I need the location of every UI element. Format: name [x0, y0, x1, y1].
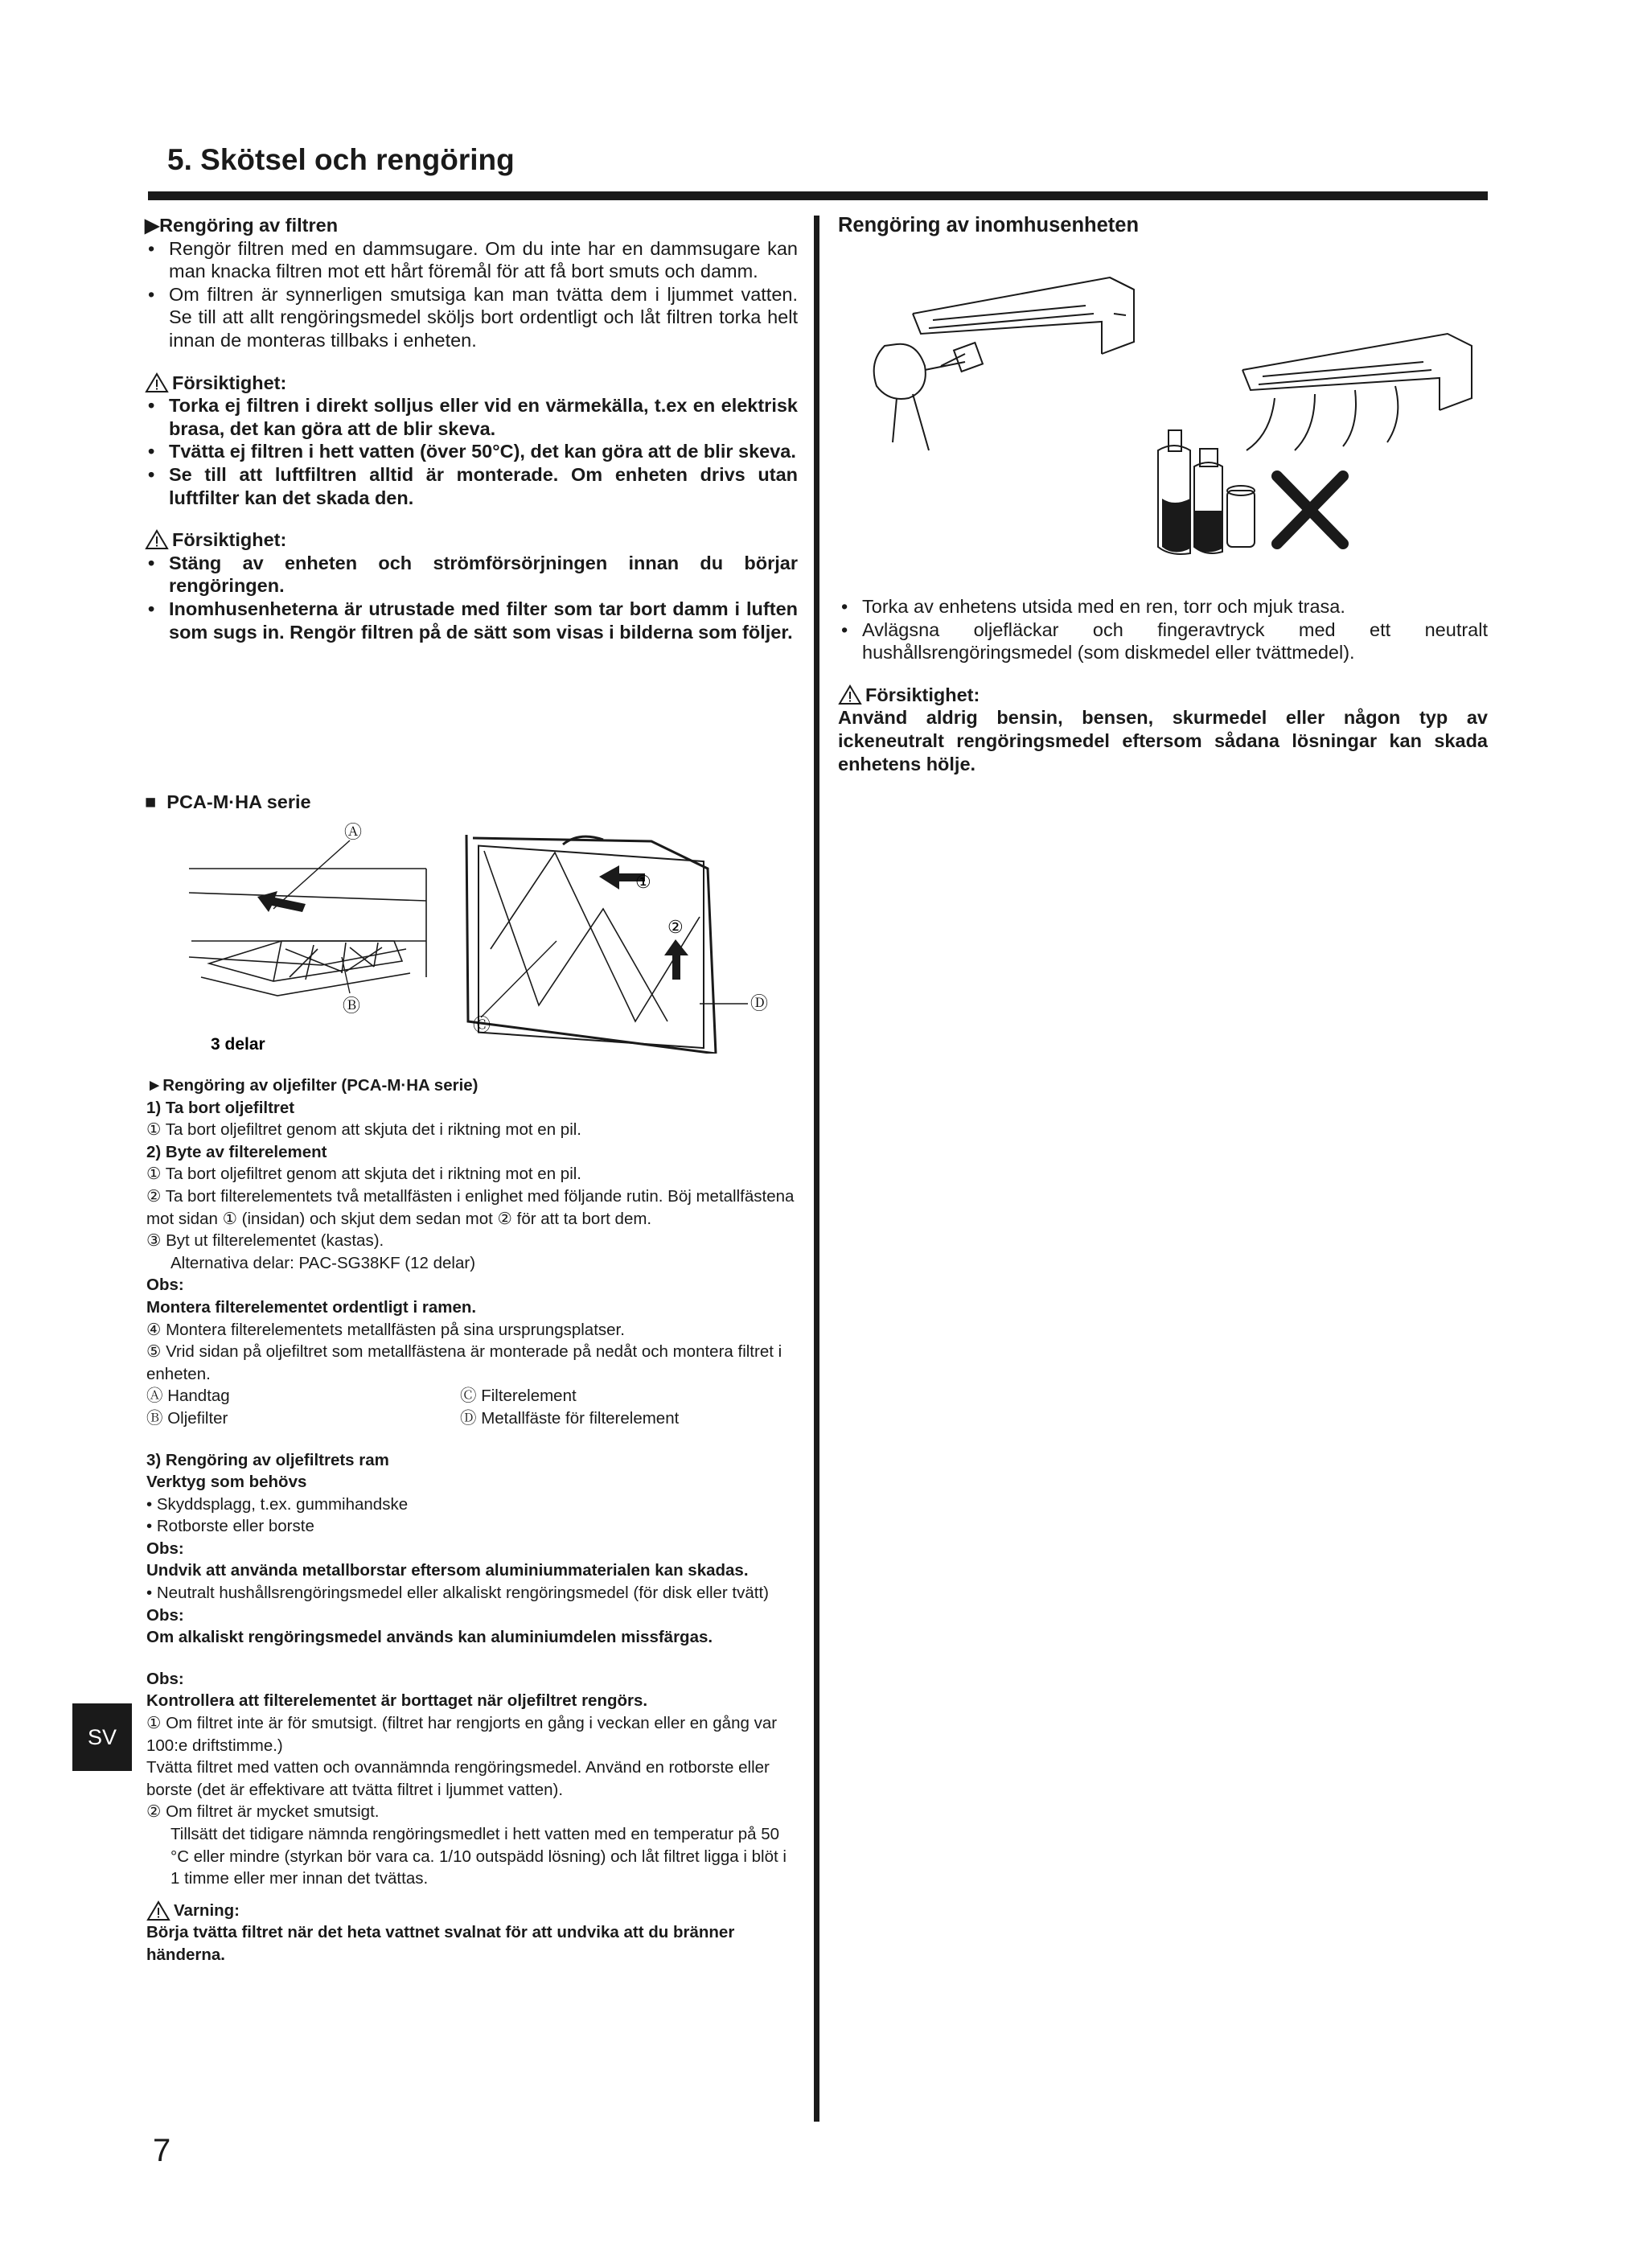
oil-filter-figure: [185, 820, 780, 1054]
list-item: • Inomhusenheterna är utrustade med filter som tar bort damm i luften som sugs in. Rengör filtren på de sätt som visas i bilderna som följer.: [145, 598, 798, 643]
label-a: Ⓐ: [344, 822, 363, 842]
warning-triangle-icon: [145, 372, 169, 393]
language-tab: SV: [72, 1703, 132, 1771]
list-item: • Rotborste eller borste: [146, 1517, 314, 1536]
list-item: • Avlägsna oljefläckar och fingeravtryck med ett neutralt hushållsrengöringsmedel (som diskmedel eller tvättmedel).: [838, 618, 1488, 664]
arrow-up-icon: [664, 939, 688, 980]
step-heading: 3) Rengöring av oljefiltrets ram: [146, 1450, 389, 1469]
obs-text: Montera filterelementet ordentligt i ramen.: [146, 1297, 477, 1317]
title-rule: [148, 191, 1488, 200]
legend-item: Ⓑ Oljefilter: [146, 1408, 228, 1428]
warning-heading: Varning:: [146, 1900, 798, 1922]
caution-text: Använd aldrig bensin, bensen, skurmedel eller någon typ av ickeneutralt rengöringsmedel eftersom sådana lösningar kan skada enhetens hölje.: [838, 707, 1488, 774]
caution-list: [145, 394, 798, 509]
step-text: ① Ta bort oljefiltret genom att skjuta det i riktning mot en pil.: [146, 1165, 582, 1184]
column-divider: [814, 216, 819, 2122]
warning-triangle-icon: [838, 684, 862, 705]
label-1: ①: [635, 872, 651, 892]
caution-list: [145, 552, 798, 643]
obs-label: Obs:: [146, 1605, 184, 1625]
case-text: ② Om filtret är mycket smutsigt.: [146, 1802, 380, 1822]
step-text: ④ Montera filterelementets metallfästen på sina ursprungsplatser.: [146, 1320, 625, 1339]
legend-item: Ⓓ Metallfäste för filterelement: [460, 1408, 680, 1428]
step-heading: 2) Byte av filterelement: [146, 1142, 327, 1161]
caution-heading: Försiktighet:: [145, 372, 798, 395]
list-item: • Neutralt hushållsrengöringsmedel eller alkaliskt rengöringsmedel (för disk eller tvätt): [146, 1584, 769, 1603]
page-number: 7: [153, 2133, 171, 2168]
obs-label: Obs:: [146, 1539, 184, 1558]
legend-item: Ⓒ Filterelement: [460, 1387, 577, 1406]
step-text: ⑤ Vrid sidan på oljefiltret som metallfästena är monterade på nedåt och montera filtret i enheten.: [146, 1342, 782, 1383]
case-text: ① Om filtret inte är för smutsigt. (filtret har rengjorts en gång i veckan eller en gång var 100:e driftstimme.): [146, 1714, 778, 1755]
list-item: • Torka ej filtren i direkt solljus eller vid en värmekälla, t.ex en elektrisk brasa, det kan göra att de blir skeva.: [145, 394, 798, 440]
list-item: • Tvätta ej filtren i hett vatten (över 50°C), det kan göra att de blir skeva.: [145, 440, 798, 463]
step-heading: 1) Ta bort oljefiltret: [146, 1098, 295, 1117]
obs-label: Obs:: [146, 1276, 184, 1295]
filter-cleaning-list: [145, 237, 798, 352]
list-item: • Rengör filtren med en dammsugare. Om du inte har en dammsugare kan man knacka filtren mot ett hårt föremål för att få bort smuts och damm.: [145, 237, 798, 283]
left-column: [145, 214, 798, 643]
list-item: • Torka av enhetens utsida med en ren, torr och mjuk trasa.: [838, 595, 1488, 618]
label-c: Ⓒ: [473, 1015, 491, 1035]
step-text: ③ Byt ut filterelementet (kastas).: [146, 1231, 384, 1251]
caution-heading: Försiktighet:: [838, 684, 1488, 707]
oil-heading: ►Rengöring av oljefilter (PCA-M·HA serie): [146, 1076, 478, 1095]
case-text: Tvätta filtret med vatten och ovannämnda rengöringsmedel. Använd en rotborste eller borste (det är effektivare att tvätta filtret i ljummet vatten).: [146, 1758, 770, 1799]
series-label: ■ PCA-M·HA serie: [145, 791, 311, 812]
list-item: • Skyddsplagg, t.ex. gummihandske: [146, 1494, 409, 1514]
legend-item: Ⓐ Handtag: [146, 1387, 230, 1406]
square-bullet-icon: ■: [145, 791, 157, 812]
obs-text: Undvik att använda metallborstar eftersom aluminiummaterialen kan skadas.: [146, 1561, 749, 1580]
warning-triangle-icon: [146, 1900, 170, 1921]
tools-heading: Verktyg som behövs: [146, 1473, 307, 1492]
filter-cleaning-heading: ▶Rengöring av filtren: [145, 215, 339, 236]
step-text: Alternativa delar: PAC-SG38KF (12 delar): [170, 1253, 476, 1272]
play-arrow-icon: ▶: [145, 215, 160, 236]
parts-caption: 3 delar: [211, 1035, 265, 1054]
oil-filter-instructions: [146, 1074, 798, 1966]
step-text: ② Ta bort filterelementets två metallfästen i enlighet med följande rutin. Böj metallfästena mot sidan ① (insidan) och skjut dem sedan mot ② för att ta bort dem.: [146, 1186, 795, 1228]
list-item: • Om filtren är synnerligen smutsiga kan man tvätta dem i ljummet vatten. Se till att allt rengöringsmedel sköljs bort ordentligt och låt filtren torka helt innan de monteras tillbaks i enheten.: [145, 283, 798, 352]
right-column: [838, 214, 1488, 237]
section-title: 5. Skötsel och rengöring: [167, 143, 515, 176]
indoor-cleaning-heading: Rengöring av inomhusenheten: [838, 214, 1140, 236]
list-item: • Stäng av enheten och strömförsörjningen innan du börjar rengöringen.: [145, 552, 798, 598]
case-text: Tillsätt det tidigare nämnda rengöringsmedlet i hett vatten med en temperatur på 50 °C eller mindre (styrkan bör vara ca. 1/10 outspädd lösning) och låt filtret ligga i blöt i 1 timme eller mer innan det tvättas.: [170, 1825, 787, 1888]
label-2: ②: [667, 917, 684, 937]
step-text: ① Ta bort oljefiltret genom att skjuta det i riktning mot en pil.: [146, 1120, 582, 1140]
warning-triangle-icon: [145, 529, 169, 550]
obs-label: Obs:: [146, 1669, 184, 1688]
legend: [146, 1385, 798, 1429]
warning-text: Börja tvätta filtret när det heta vattnet svalnat för att undvika att du bränner händerna.: [146, 1923, 735, 1964]
caution-heading: Försiktighet:: [145, 528, 798, 552]
label-b: Ⓑ: [343, 996, 361, 1016]
prohibited-x-icon: [1277, 476, 1343, 544]
list-item: • Se till att luftfiltren alltid är monterade. Om enheten drivs utan luftfilter kan det skada den.: [145, 463, 798, 509]
obs-text: Kontrollera att filterelementet är borttaget när oljefiltret rengörs.: [146, 1691, 648, 1711]
indoor-unit-illustration: [852, 257, 1480, 563]
indoor-cleaning-text: [838, 595, 1488, 775]
indoor-cleaning-list: [838, 595, 1488, 664]
label-d: Ⓓ: [750, 993, 769, 1013]
obs-text: Om alkaliskt rengöringsmedel används kan aluminiumdelen missfärgas.: [146, 1628, 713, 1647]
